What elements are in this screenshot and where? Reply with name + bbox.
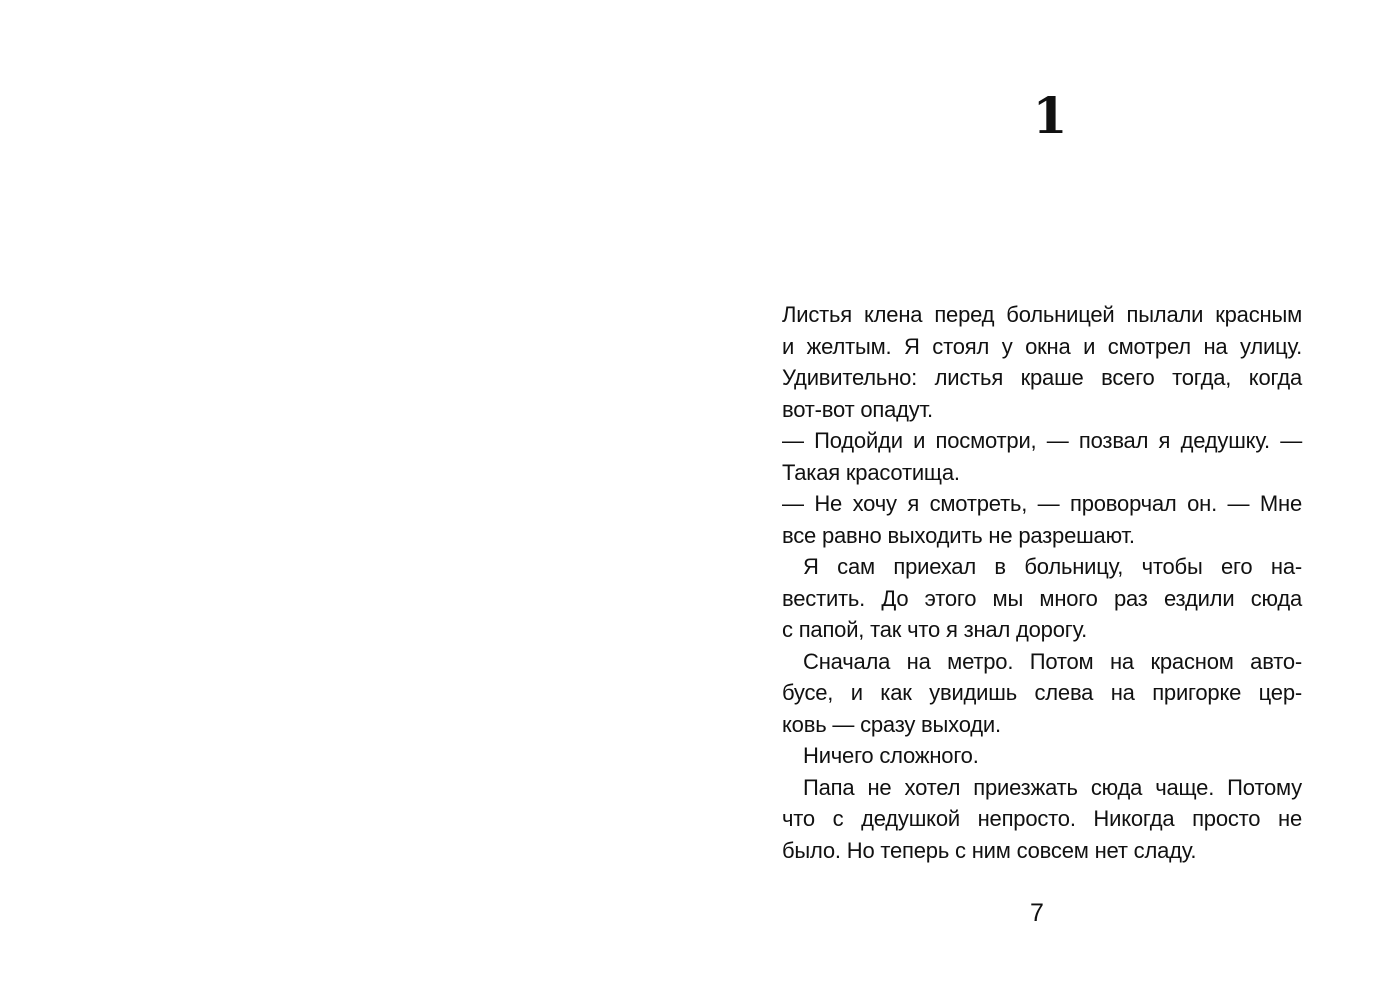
chapter-number: 1 [1032, 86, 1068, 145]
text-line: вестить. До этого мы много раз ездили сюда [782, 585, 1302, 611]
text-line: ковь — сразу выходи. [782, 711, 1001, 737]
page-number: 7 [1030, 899, 1044, 927]
text-line: Ничего сложного. [803, 743, 979, 768]
text-line: и желтым. Я стоял у окна и смотрел на улицу. [782, 333, 1302, 359]
text-line: — Не хочу я смотреть, — проворчал он. — Мне [782, 491, 1302, 516]
text-line: Папа не хотел приезжать сюда чаще. Потому [803, 774, 1302, 800]
text-line: Листья клена перед больницей пылали красным [782, 302, 1302, 327]
text-line: Такая красотища. [782, 459, 960, 485]
text-line: Сначала на метро. Потом на красном авто- [803, 648, 1302, 674]
text-line: было. Но теперь с ним совсем нет сладу. [782, 837, 1197, 863]
text-line: бусе, и как увидишь слева на пригорке цер- [782, 680, 1302, 705]
text-line: все равно выходить не разрешают. [782, 522, 1135, 548]
text-line: — Подойди и посмотри, — позвал я дедушку. — [782, 428, 1302, 453]
body-text [782, 299, 1302, 866]
text-line: Я сам приехал в больницу, чтобы его на- [803, 554, 1302, 579]
text-line: с папой, так что я знал дорогу. [782, 617, 1088, 642]
text-line: вот-вот опадут. [782, 396, 933, 422]
text-line: что с дедушкой непросто. Никогда просто не [782, 806, 1302, 831]
text-line: Удивительно: листья краше всего тогда, когда [782, 365, 1302, 390]
